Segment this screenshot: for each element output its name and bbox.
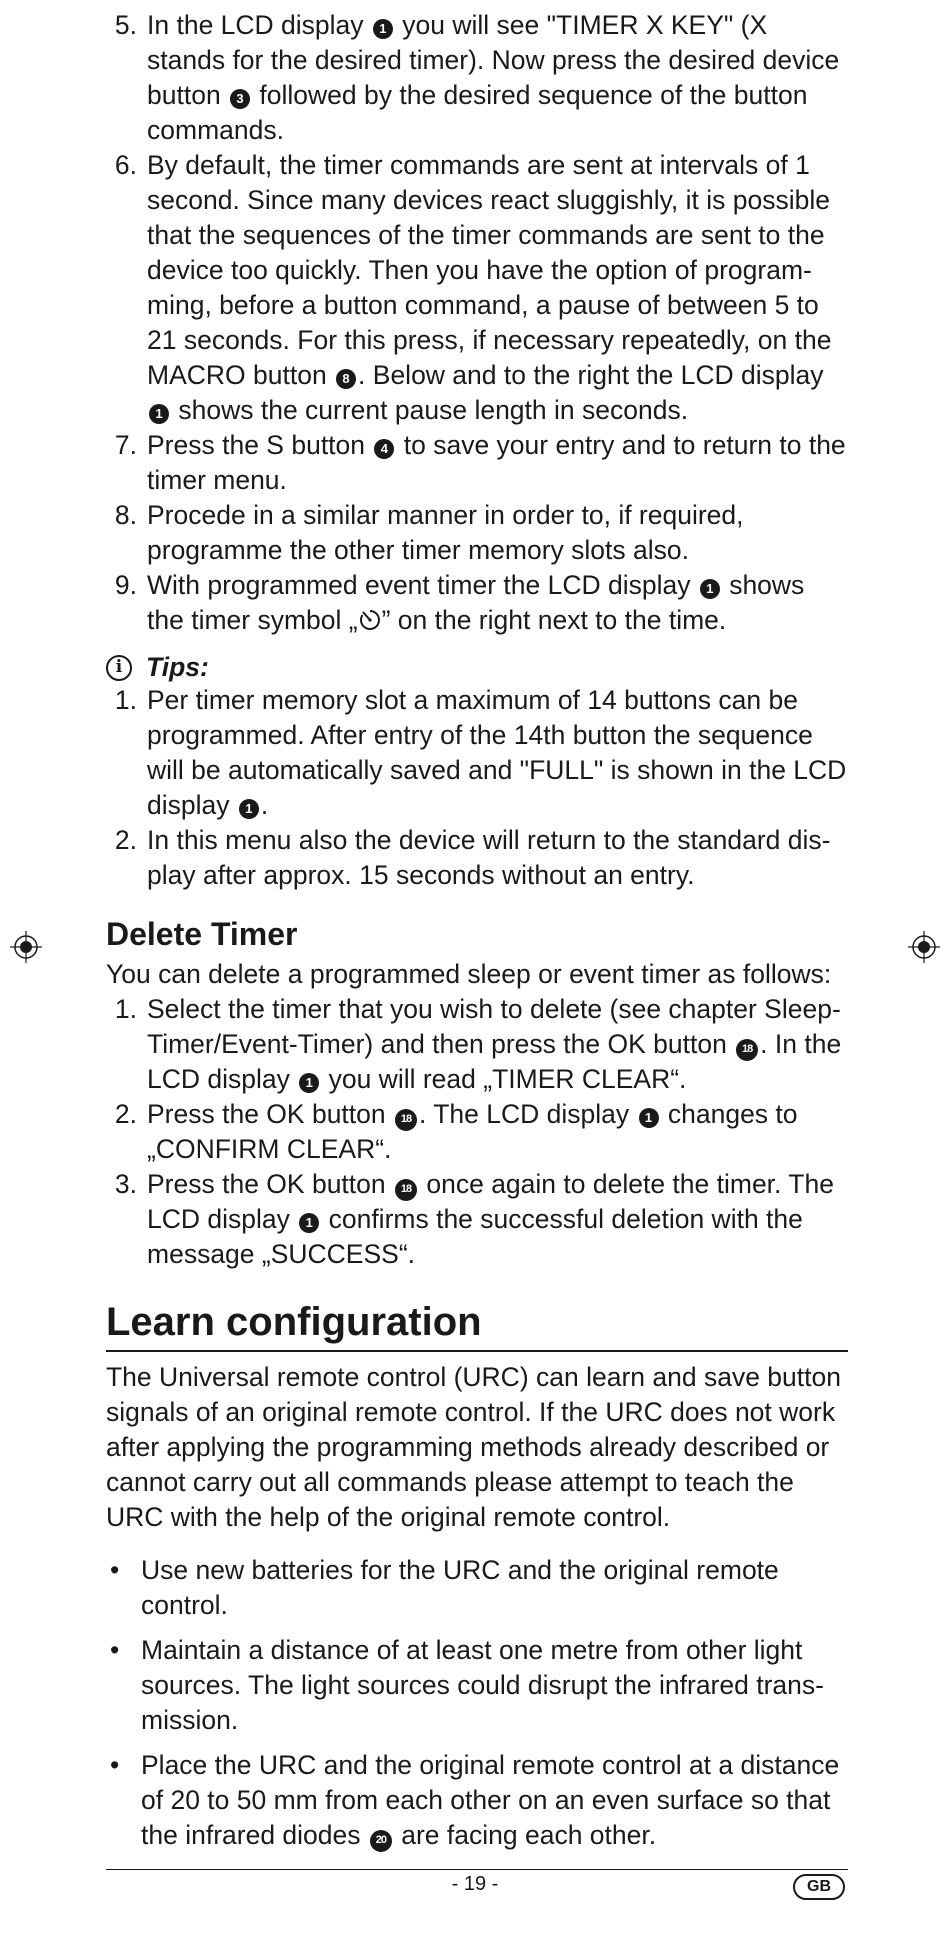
list-item bbox=[106, 1553, 848, 1623]
list-item bbox=[106, 1633, 848, 1738]
text-run: Press the OK button bbox=[147, 1169, 393, 1199]
part-reference-badge: 18 bbox=[395, 1179, 417, 1201]
text-run: In the LCD display bbox=[147, 10, 371, 40]
text-run: you will read „TIMER CLEAR“. bbox=[321, 1064, 687, 1094]
part-reference-badge: 1 bbox=[639, 1108, 659, 1128]
text-run: By default, the timer commands are sent at intervals of 1 second. Since many devices react sluggishly, it is possible that the sequences of the timer commands are sent to the device too quickly. Then you have the option of programming, before a button command, a pause of between 5 to 21 seconds. For this press, if necessary repeatedly, on the MACRO button bbox=[147, 150, 832, 390]
page-number: - 19 - bbox=[451, 1873, 499, 1895]
step-number: 2. bbox=[114, 825, 137, 855]
part-reference-badge: 3 bbox=[230, 89, 250, 109]
tips-label: Tips: bbox=[146, 652, 209, 682]
part-reference-badge: 1 bbox=[700, 579, 720, 599]
step-number: 1. bbox=[114, 685, 137, 715]
text-run: Use new batteries for the URC and the original remote control. bbox=[141, 1555, 779, 1620]
part-reference-badge: 1 bbox=[239, 799, 259, 819]
delete-timer-heading: Delete Timer bbox=[106, 916, 298, 952]
learn-configuration-bullets bbox=[106, 1553, 848, 1853]
text-run: . bbox=[260, 790, 269, 820]
part-reference-badge: 8 bbox=[336, 369, 356, 389]
text-run: . Below and to the right the LCD display bbox=[358, 360, 824, 390]
part-reference-badge: 18 bbox=[736, 1039, 758, 1061]
list-item bbox=[106, 992, 848, 1097]
list-item bbox=[106, 823, 848, 893]
text-run: Procede in a similar manner in order to, if required, programme the other timer memory slots also. bbox=[147, 500, 744, 565]
list-item bbox=[106, 683, 848, 823]
registration-mark-icon bbox=[10, 931, 42, 963]
tips-heading bbox=[106, 652, 848, 683]
bullet-icon: • bbox=[110, 1555, 120, 1585]
learn-configuration-intro: The Universal remote control (URC) can learn and save button signals of an original remote control. If the URC does not work after applying the programming methods already described or cannot carry out all commands please attempt to teach the URC with the help of the original remote control. bbox=[106, 1362, 841, 1532]
part-reference-badge: 1 bbox=[299, 1213, 319, 1233]
part-reference-badge: 1 bbox=[149, 404, 169, 424]
part-reference-badge: 4 bbox=[374, 439, 394, 459]
text-run: Maintain a distance of at least one metre from other light sources. The light sources could disrupt the infrared transmission. bbox=[141, 1635, 824, 1735]
step-number: 3. bbox=[114, 1169, 137, 1199]
list-item bbox=[106, 148, 848, 428]
timer-symbol-icon bbox=[358, 608, 382, 632]
list-item bbox=[106, 1167, 848, 1272]
text-run: In this menu also the device will return to the standard display after approx. 15 seconds without an entry. bbox=[147, 825, 831, 890]
list-item bbox=[106, 428, 848, 498]
info-icon: i bbox=[106, 655, 132, 681]
part-reference-badge: 1 bbox=[299, 1073, 319, 1093]
text-run: are facing each other. bbox=[393, 1820, 657, 1850]
text-run: . In the LCD display bbox=[147, 1029, 842, 1094]
country-code-badge: GB bbox=[793, 1874, 845, 1900]
text-run: . The LCD display bbox=[419, 1099, 637, 1129]
list-item bbox=[106, 498, 848, 568]
text-run: Press the OK button bbox=[147, 1099, 393, 1129]
part-reference-badge: 1 bbox=[373, 19, 393, 39]
text-run: confirms the successful deletion with the message „SUCCESS“. bbox=[147, 1204, 803, 1269]
text-run: Place the URC and the original remote control at a distance of 20 to 50 mm from each other on an even surface so that the infrared diodes bbox=[141, 1750, 840, 1850]
text-run: once again to delete the timer. The LCD display bbox=[147, 1169, 834, 1234]
step-number: 5. bbox=[114, 10, 137, 40]
text-run: With programmed event timer the LCD display bbox=[147, 570, 698, 600]
step-number: 1. bbox=[114, 994, 137, 1024]
text-run: Press the S button bbox=[147, 430, 373, 460]
part-reference-badge: 20 bbox=[370, 1830, 392, 1852]
delete-timer-steps bbox=[106, 992, 848, 1272]
step-number: 2. bbox=[114, 1099, 137, 1129]
step-number: 7. bbox=[114, 430, 137, 460]
text-run: to save your entry and to return to the timer menu. bbox=[147, 430, 846, 495]
list-item bbox=[106, 1097, 848, 1167]
text-run: changes to „CONFIRM CLEAR“. bbox=[147, 1099, 798, 1164]
text-run: followed by the desired sequence of the button commands. bbox=[147, 80, 808, 145]
footer-divider bbox=[106, 1869, 848, 1870]
list-item bbox=[106, 568, 848, 638]
manual-page bbox=[106, 8, 848, 1863]
step-number: 6. bbox=[114, 150, 137, 180]
delete-timer-intro: You can delete a programmed sleep or event timer as follows: bbox=[106, 959, 832, 989]
list-item bbox=[106, 8, 848, 148]
timer-programming-steps bbox=[106, 8, 848, 638]
bullet-icon: • bbox=[110, 1635, 120, 1665]
text-run: you will see "TIMER X KEY" (X stands for the desired timer). Now press the desired device button bbox=[147, 10, 840, 110]
text-run: ” on the right next to the time. bbox=[381, 605, 727, 635]
bullet-icon: • bbox=[110, 1750, 120, 1780]
step-number: 9. bbox=[114, 570, 137, 600]
registration-mark-icon bbox=[908, 931, 940, 963]
tips-list bbox=[106, 683, 848, 893]
text-run: Select the timer that you wish to delete (see chapter Sleep-Timer/Event-Timer) and then press the OK button bbox=[147, 994, 841, 1059]
list-item bbox=[106, 1748, 848, 1853]
learn-configuration-heading: Learn configuration bbox=[106, 1298, 848, 1352]
text-run: shows the current pause length in seconds. bbox=[171, 395, 689, 425]
part-reference-badge: 18 bbox=[395, 1109, 417, 1131]
text-run: Per timer memory slot a maximum of 14 buttons can be programmed. After entry of the 14th button the sequence will be automatically saved and "FULL" is shown in the LCD display bbox=[147, 685, 847, 820]
step-number: 8. bbox=[114, 500, 137, 530]
text-run: shows the timer symbol „ bbox=[147, 570, 805, 635]
